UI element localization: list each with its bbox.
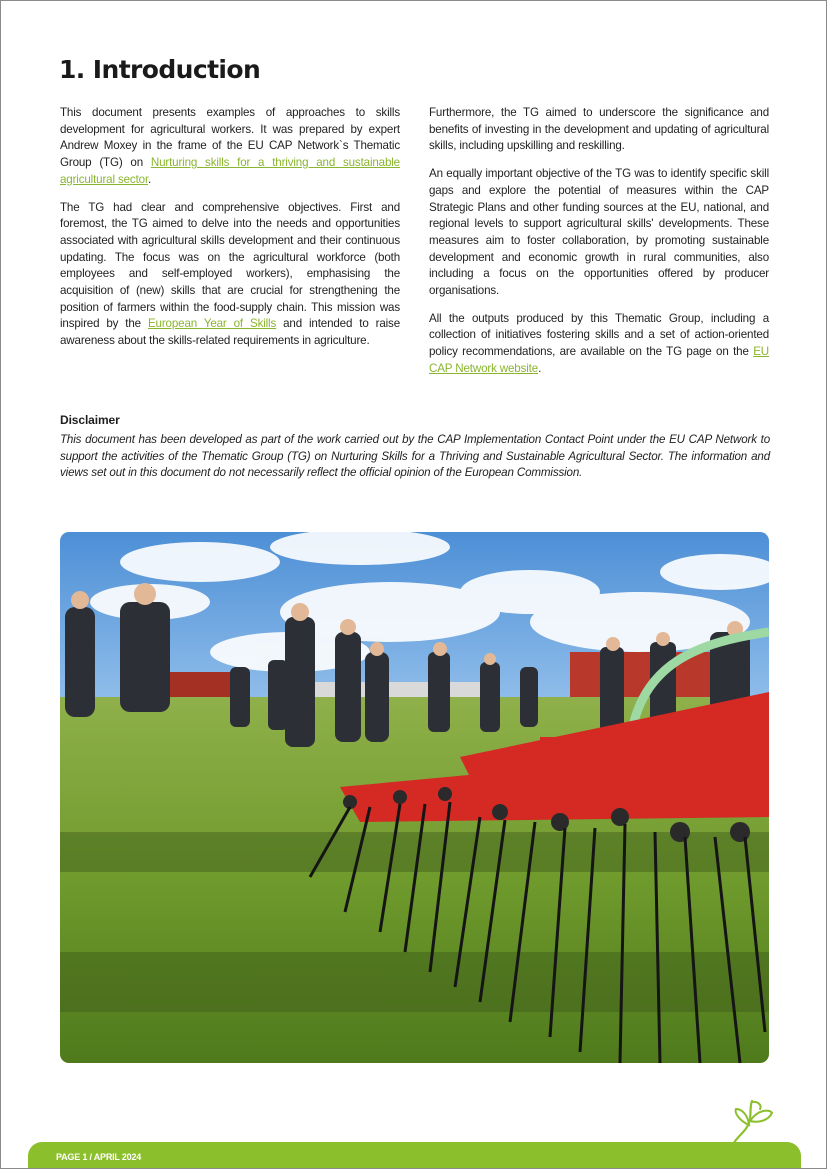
- intro-paragraph-5: [429, 311, 769, 378]
- intro-paragraph-1: [60, 105, 400, 189]
- intro-p5-text: All the outputs produced by this Thematic Group, including a collection of initiatives fostering skills and a set of action-oriented policy recommendations, are available on the TG page on the: [429, 311, 769, 359]
- intro-p2-end: and intended to raise awareness about the skills-related requirements in agriculture.: [60, 317, 400, 348]
- disclaimer-section: [60, 413, 770, 482]
- photo-illustration: [60, 532, 769, 1063]
- sprout-icon: [728, 1099, 776, 1145]
- field-demonstration-photo: [60, 532, 769, 1063]
- intro-p2-text: The TG had clear and comprehensive objectives. First and foremost, the TG aimed to delve into the needs and opportunities associated with agricultural skills development and their continuous updating. The focus was on the agricultural workforce (both employees and self-employed workers), emphasising the acquisition of (new) skills that are crucial for strengthening the position of farmers within the food-supply chain. This mission was inspired by the: [60, 200, 400, 331]
- tg-page-link[interactable]: Nurturing skills for a thriving and sustainable agricultural sector: [60, 156, 400, 186]
- disclaimer-text: This document has been developed as part of the work carried out by the CAP Implementation Contact Point under the EU CAP Network to support the activities of the Thematic Group (TG) on Nurturing Skills for a Thriving and Sustainable Agricultural Sector. The information and views set out in this document do not necessarily reflect the official opinion of the European Commission.: [60, 433, 770, 480]
- disclaimer-heading: Disclaimer: [60, 413, 120, 427]
- intro-p5-end: .: [538, 361, 542, 375]
- intro-p1-text: This document presents examples of approaches to skills development for agricultural workers. It was prepared by expert Andrew Moxey in the frame of the EU CAP Network`s Thematic Group (TG) on: [60, 106, 400, 170]
- intro-column-right: [429, 105, 769, 389]
- intro-paragraph-2: [60, 200, 400, 350]
- intro-p1-end: .: [148, 172, 152, 186]
- page-footer: [28, 1142, 801, 1169]
- intro-column-left: [60, 105, 400, 361]
- intro-paragraph-3: Furthermore, the TG aimed to underscore the significance and benefits of investing in the development and updating of agricultural skills, including upskilling and reskilling.: [429, 106, 769, 153]
- eu-cap-network-website-link[interactable]: EU CAP Network website: [429, 345, 769, 375]
- intro-paragraph-4: An equally important objective of the TG was to identify specific skill gaps and explore the potential of measures within the CAP Strategic Plans and other funding sources at the EU, national, and regional levels to support agricultural skills' developments. These measures aim to foster collaboration, by promoting sustainable development and economic growth in rural communities, also including a focus on the opportunities offered by producer organisations.: [429, 167, 769, 298]
- european-year-of-skills-link[interactable]: European Year of Skills: [147, 317, 277, 331]
- page-title: 1. Introduction: [59, 55, 261, 84]
- page-number-label: PAGE 1 / APRIL 2024: [56, 1152, 142, 1162]
